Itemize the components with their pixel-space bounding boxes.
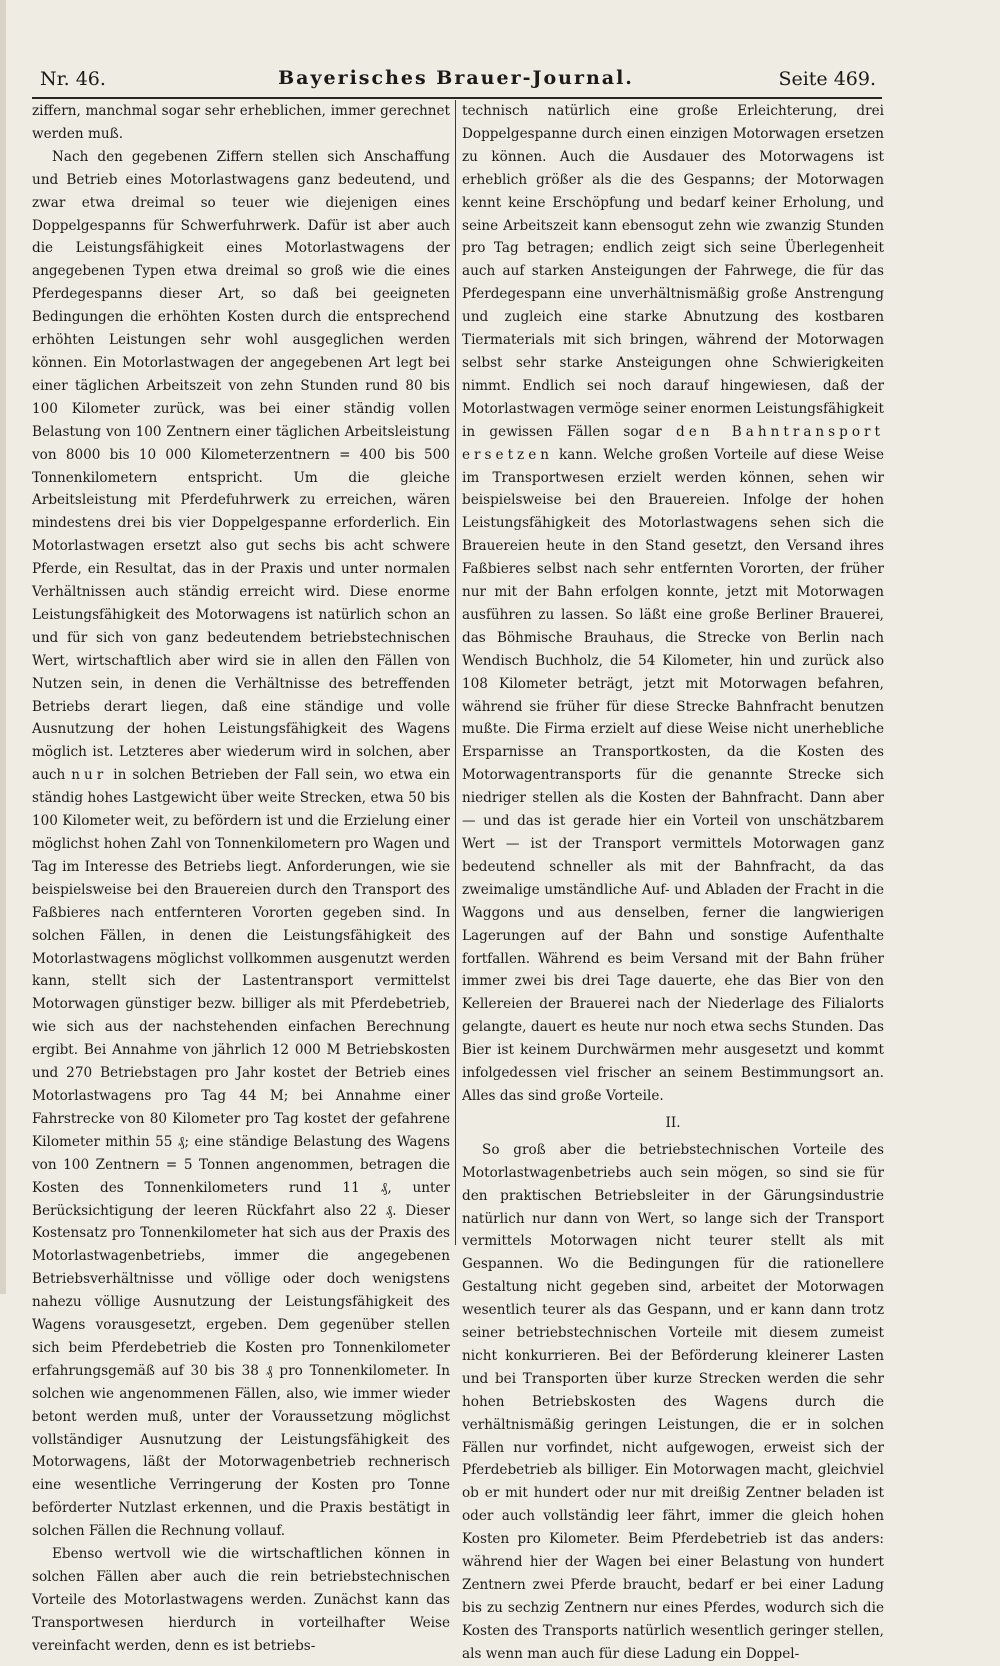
section-heading: II. (665, 1114, 681, 1131)
paragraph-text: Nach den gegebenen Ziffern stellen sich Anschaffung und Betrieb eines Motorlastwagens ganz bedeutend, und zwar etwa dreimal so teuer wie diejenigen eines Doppelgespanns für Schwerfuhrwerk. Dafür ist aber auch die Leistungsfähigkeit eines Motorlastwagens der angegebenen Typen etwa dreimal so groß wie die eines Pferdegespanns dieser Art, so daß bei geeigneten Bedingungen die erhöhten Kosten durch die entsprechend erhöhten Leistungen sehr wohl ausgeglichen werden können. Ein Motorlastwagen der angegebenen Art legt bei einer täglichen Arbeitszeit von zehn Stunden rund 80 bis 100 Kilometer zurück, was bei einer ständig vollen Belastung von 100 Zentnern einer täglichen Arbeitsleistung von 8000 bis 10 000 Kilometerzentnern = 400 bis 500 Tonnenkilometern entspricht. Um die gleiche Arbeitsleistung mit Pferdefuhrwerk zu erreichen, wären mindestens drei bis vier Doppelgespanne erforderlich. Ein Motorlastwagen ersetzt also gut sechs bis acht schwere Pferde, ein Resultat, das in der Praxis und unter normalen Verhältnissen auch ständig erreicht wird. Diese enorme Leistungsfähigkeit des Motorwagens ist natürlich schon an und für sich von ganz bedeutendem betriebstechnischen Wert, wirtschaftlich aber wird sie in allen den Fällen von Nutzen sein, in denen die Verhältnisse des betreffenden Betriebs derart liegen, daß eine ständige und volle Ausnutzung der hohen Leistungsfähigkeit des Wagens möglich ist. Letzteres aber wiederum wird in solchen, aber auch (32, 148, 450, 784)
issue-number: Nr. 46. (40, 68, 106, 90)
page-header (32, 62, 880, 96)
header-rule (32, 97, 882, 99)
right-column (462, 100, 884, 1662)
paragraph: ziffern, manchmal sogar sehr erheblichen, immer gerechnet werden muß. (32, 103, 450, 142)
page-number: Seite 469. (778, 68, 876, 90)
page-edge-shadow (0, 0, 6, 1294)
paragraph-text: in solchen Betrieben der Fall sein, wo etwa ein ständig hohes Lastgewicht über weite Strecken, etwa 50 bis 100 Kilometer weit, zu befördern ist und die Erzielung einer möglichst hohen Zahl von Tonnenkilometern pro Wagen und Tag im Interesse des Betriebs liegt. Anforderungen, wie sie beispielsweise bei den Brauereien durch den Transport des Faßbieres nach entfernteren Vororten gegeben sind. In solchen Fällen, in denen die Leistungsfähigkeit des Motorlastwagens möglichst vollkommen ausgenutzt werden kann, stellt sich der Lastentransport vermittelst Motorwagen günstiger bezw. billiger als mit Pferdebetrieb, wie sich aus der nachstehenden einfachen Berechnung ergibt. Bei Annahme von jährlich 12 000 M Betriebskosten und 270 Betriebstagen pro Jahr kostet der Betrieb eines Motorlastwagens pro Tag 44 M; bei Annahme einer Fahrstrecke von 80 Kilometer pro Tag kostet der gefahrene Kilometer mithin 55 ₰; eine ständige Belastung des Wagens von 100 Zentnern = 5 Tonnen angenommen, betragen die Kosten des Tonnenkilometers rund 11 ₰, unter Berücksichtigung der leeren Rückfahrt also 22 ₰. Dieser Kostensatz pro Tonnenkilometer hat sich aus der Praxis des Motorlastwagenbetriebs, immer die angegebenen Betriebsverhältnisse und völlige oder doch wenigstens nahezu völlige Ausnutzung der Leistungsfähigkeit des Wagens vorausgesetzt, ergeben. Dem gegenüber stellen sich beim Pferdebetrieb die Kosten pro Tonnenkilometer erfahrungsgemäß auf 30 bis 38 ₰ pro Tonnenkilometer. In solchen wie angenommenen Fällen, also, wie immer wieder betont werden muß, unter der Voraussetzung möglichst vollständiger Ausnutzung der Leistungsfähigkeit des Motorwagens, läßt der Motorwagenbetrieb rechnerisch eine wesentliche Verringerung der Kosten pro Tonne beförderter Nutzlast erkennen, und die Praxis bestätigt in solchen Fällen die Rechnung vollauf. (32, 767, 451, 1540)
paragraph (462, 100, 884, 1108)
paragraph (32, 146, 450, 1543)
spaced-emphasis: den Bahntransport ersetzen (462, 423, 884, 463)
column-divider (455, 100, 456, 1245)
left-column (32, 100, 451, 1654)
journal-title: Bayerisches Brauer-Journal. (278, 67, 634, 89)
paragraph: So groß aber die betriebstechnischen Vorteile des Motorlastwagenbetriebs auch sein mögen, so sind sie für den praktischen Betriebsleiter in der Gärungsindustrie natürlich nur dann von Wert, so lange sich der Transport vermittels Motorwagen nicht teurer stellt als mit Gespannen. Wo die Bedingungen für die rationellere Gestaltung nicht gegeben sind, arbeitet der Motorwagen wesentlich teurer als das Gespann, und er kann dann trotz seiner betriebstechnischen Vorteile mit diesem zumeist nicht konkurrieren. Bei der Beförderung kleinerer Lasten und bei Transporten über kurze Strecken werden die sehr hohen Betriebskosten des Wagens durch die verhältnismäßig geringen Leistungen, die er in solchen Fällen nur vorfindet, nicht aufgewogen, erweist sich der Pferdebetrieb als billiger. Ein Motorwagen macht, gleichviel ob er mit hundert oder nur mit dreißig Zentner beladen ist oder auch vollständig leer fährt, immer die gleich hohen Kosten pro Kilometer. Beim Pferdebetrieb ist das anders: während hier der Wagen bei einer Belastung von hundert Zentnern zwei Pferde braucht, bedarf er bei einer Ladung bis zu sechzig Zentnern nur eines Pferdes, wodurch sich die Kosten des Transports natürlich wesentlich geringer stellen, als wenn man auch für diese Ladung ein Doppel- (462, 1141, 884, 1662)
paragraph-text: technisch natürlich eine große Erleichterung, drei Doppelgespanne durch einen einzigen Motorwagen ersetzen zu können. Auch die Ausdauer des Motorwagens ist erheblich größer als die des Gespanns; der Motorwagen kennt keine Erschöpfung und bedarf keiner Erholung, und seine Arbeitszeit kann ebensogut zehn wie zwanzig Stunden pro Tag betragen; endlich zeigt sich seine Überlegenheit auch auf starken Ansteigungen der Fahrwege, die für das Pferdegespann eine unverhältnismäßig große Anstrengung und zugleich eine starke Abnutzung des kostbaren Tiermaterials mit sich bringen, während der Motorwagen selbst sehr starke Ansteigungen ohne Schwierigkeiten nimmt. Endlich sei noch darauf hingewiesen, daß der Motorlastwagen vermöge seiner enormen Leistungsfähigkeit in gewissen Fällen sogar (462, 103, 884, 440)
paragraph-text: kann. Welche großen Vorteile auf diese Weise im Transportwesen erzielt werden können, sehen wir beispielsweise bei den Brauereien. Infolge der hohen Leistungsfähigkeit des Motorlastwagens sehen sich die Brauereien heute in den Stand gesetzt, den Versand ihres Faßbieres selbst nach sehr entfernten Vororten, der früher nur mit der Bahn erfolgen konnte, jetzt mit Motorwagen ausführen zu lassen. So läßt eine große Berliner Brauerei, das Böhmische Brauhaus, die Strecke von Berlin nach Wendisch Buchholz, die 54 Kilometer, hin und zurück also 108 Kilometer beträgt, jetzt mit Motorwagen befahren, während sie früher für diese Strecke Bahnfracht benutzen mußte. Die Firma erzielt auf diese Weise nicht unerhebliche Ersparnisse an Transportkosten, da die Kosten des Motorwagentransports für die genannte Strecke sich niedriger stellen als die Kosten der Bahnfracht. Dann aber — und das ist gerade hier ein Vorteil von unschätzbarem Wert — ist der Transport vermittels Motorwagen ganz bedeutend schneller als mit der Bahnfracht, da das zweimalige umständliche Auf- und Abladen der Fracht in die Waggons und aus denselben, ferner die langwierigen Lagerungen auf der Bahn und sonstige Aufenthalte fortfallen. Während es beim Versand mit der Bahn früher immer zwei bis drei Tage dauerte, ehe das Bier von den Kellereien der Brauerei nach der Niederlage des Filialorts gelangte, dauert es heute nur noch etwa sechs Stunden. Das Bier ist keinem Durchwärmen mehr ausgesetzt und kommt infolgedessen viel frischer an seinem Bestimmungsort an. Alles das sind große Vorteile. (462, 446, 884, 1104)
spaced-emphasis: nur (71, 767, 108, 784)
paragraph: Ebenso wertvoll wie die wirtschaftlichen können in solchen Fällen aber auch die rein betriebstechnischen Vorteile des Motorlastwagens werden. Zunächst kann das Transportwesen hierdurch in vorteilhafter Weise vereinfacht werden, denn es ist betriebs- (32, 1546, 450, 1654)
